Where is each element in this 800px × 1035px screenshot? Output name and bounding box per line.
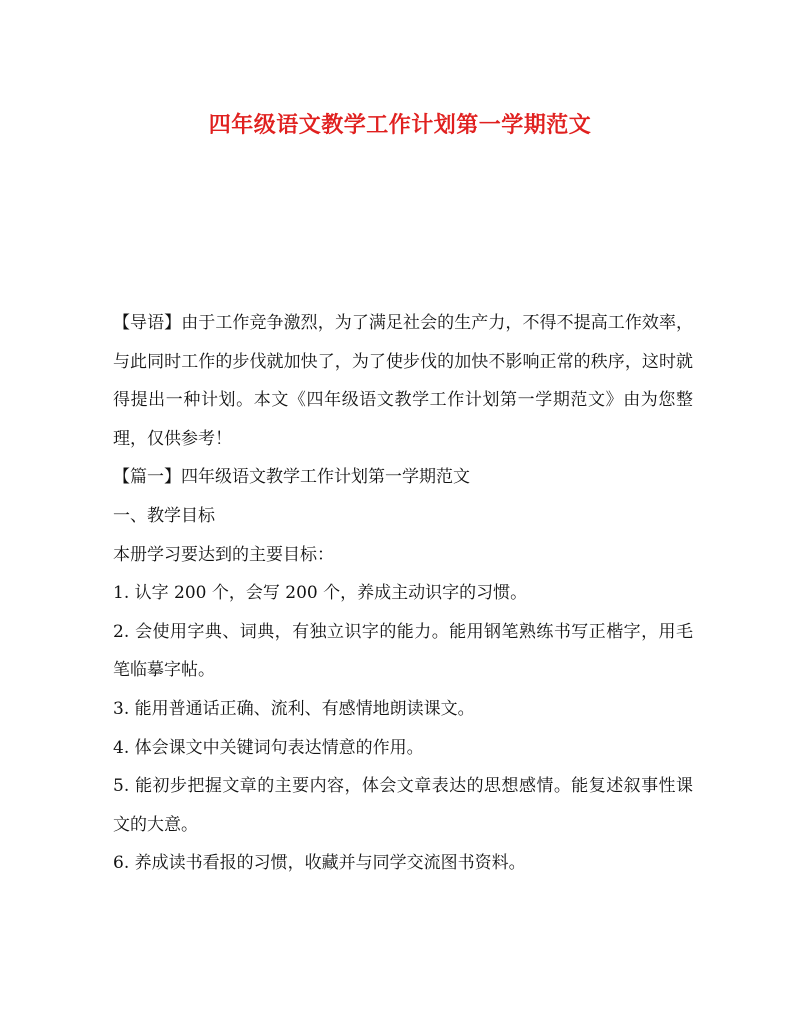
document-title: 四年级语文教学工作计划第一学期范文 xyxy=(208,112,592,138)
paragraph-intro: 【导语】由于工作竞争激烈，为了满足社会的生产力，不得不提高工作效率，与此同时工作的步伐就加快了，为了使步伐的加快不影响正常的秩序，这时就得提出一种计划。本文《四年级语文教学工作计划第一学期范文》由为您整理，仅供参考！ xyxy=(113,313,693,449)
paragraph-section-heading: 【篇一】四年级语文教学工作计划第一学期范文 xyxy=(113,467,470,488)
paragraph-goal-5: 5. 能初步把握文章的主要内容，体会文章表达的思想感情。能复述叙事性课文的大意。 xyxy=(113,776,693,835)
paragraph-goal-6: 6. 养成读书看报的习惯，收藏并与同学交流图书资料。 xyxy=(113,853,526,874)
paragraph-goal-3: 3. 能用普通话正确、流利、有感情地朗读课文。 xyxy=(113,698,475,719)
paragraph-main-goals-intro: 本册学习要达到的主要目标： xyxy=(113,544,334,565)
paragraph-teaching-goals-heading: 一、教学目标 xyxy=(113,505,215,526)
paragraph-goal-1: 1. 认字 200 个，会写 200 个，养成主动识字的习惯。 xyxy=(113,583,528,604)
paragraph-goal-4: 4. 体会课文中关键词句表达情意的作用。 xyxy=(113,737,424,758)
paragraph-goal-2: 2. 会使用字典、词典，有独立识字的能力。能用钢笔熟练书写正楷字，用毛笔临摹字帖。 xyxy=(113,621,693,681)
document-body xyxy=(113,304,693,883)
